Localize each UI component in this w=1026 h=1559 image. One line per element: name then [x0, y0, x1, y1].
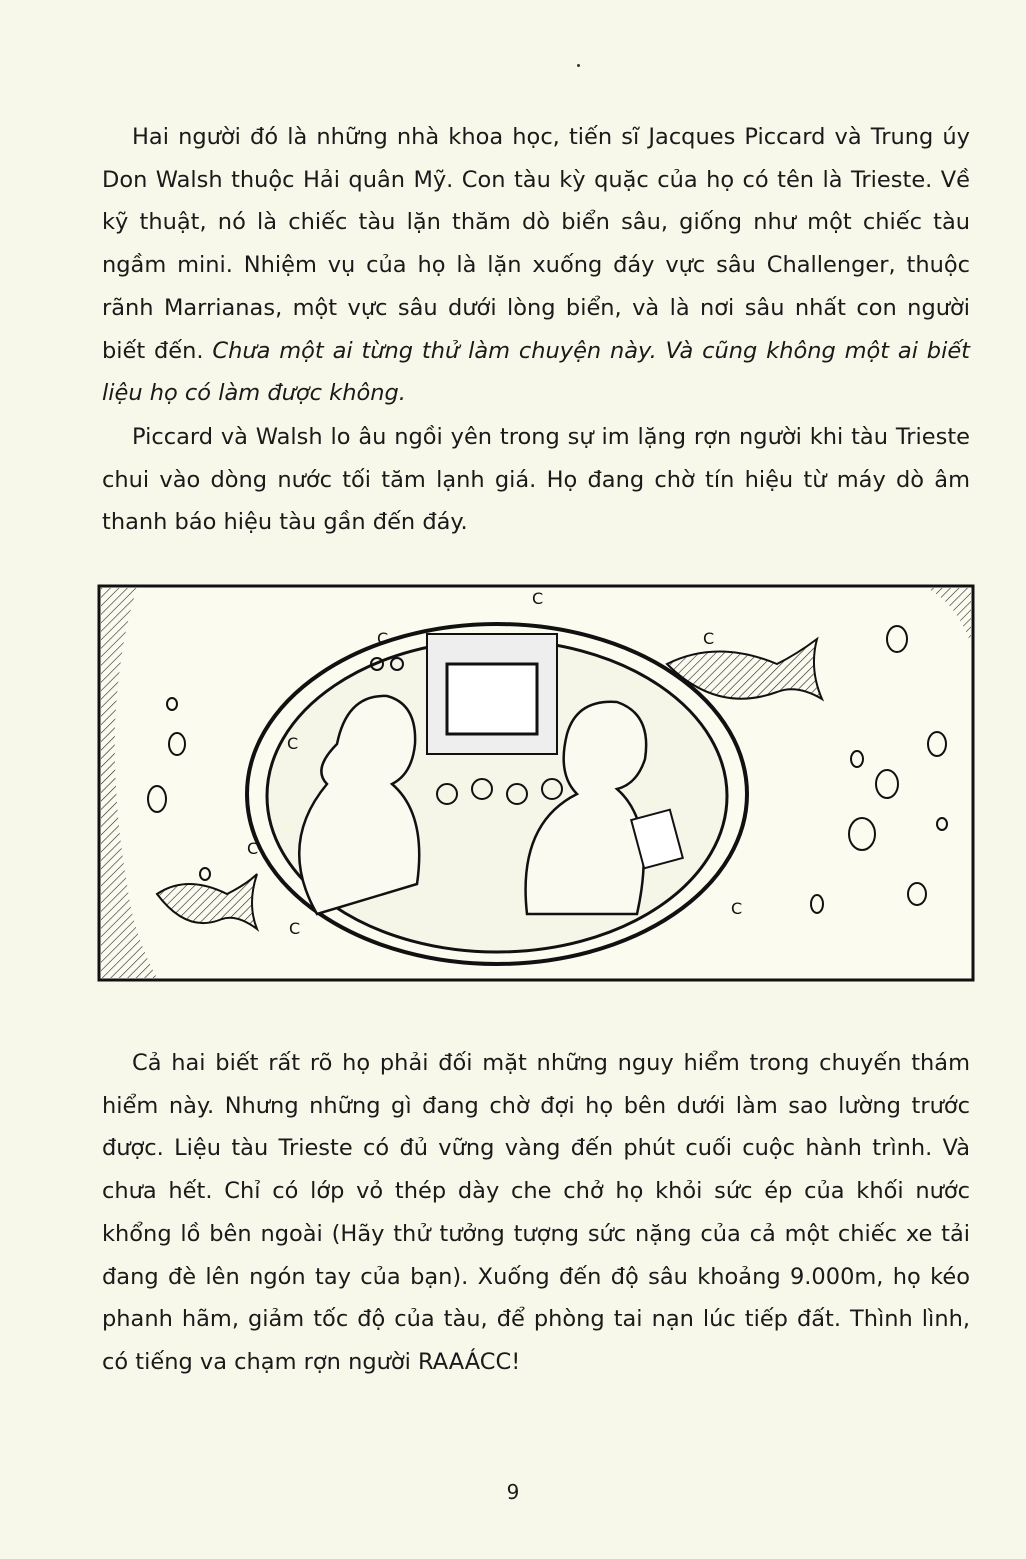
paragraph-1-italic: Chưa một ai từng thử làm chuyện này. Và cũng không một ai biết liệu họ có làm được không.: [102, 337, 970, 407]
svg-text:C: C: [247, 839, 259, 858]
page-number: 9: [506, 1480, 520, 1504]
svg-text:C: C: [287, 734, 299, 753]
paragraph-1: [102, 116, 970, 415]
svg-text:C: C: [377, 629, 389, 648]
svg-text:C: C: [731, 899, 743, 918]
paragraph-3: [102, 1042, 970, 1384]
svg-text:C: C: [532, 589, 544, 608]
paragraph-2-text: Piccard và Walsh lo âu ngồi yên trong sự im lặng rợn người khi tàu Trieste chui vào dòng nước tối tăm lạnh giá. Họ đang chờ tín hiệu từ máy dò âm thanh báo hiệu tàu gần đến đáy.: [102, 424, 970, 536]
svg-text:C: C: [289, 919, 301, 938]
paragraph-1-text: Hai người đó là những nhà khoa học, tiến sĩ Jacques Piccard và Trung úy Don Walsh thuộc Hải quân Mỹ. Con tàu kỳ quặc của họ có tên là Trieste. Về kỹ thuật, nó là chiếc tàu lặn thăm dò biển sâu, giống như một chiếc tàu ngầm mini. Nhiệm vụ của họ là lặn xuống đáy vực sâu Challenger, thuộc rãnh Marrianas, một vực sâu dưới lòng biển, và là nơi sâu nhất con người biết đến.: [102, 124, 970, 364]
paragraph-2: [102, 416, 970, 544]
svg-text:C: C: [703, 629, 715, 648]
submarine-illustration: [97, 584, 975, 982]
speck: [577, 64, 580, 67]
paragraph-3-text: Cả hai biết rất rõ họ phải đối mặt những nguy hiểm trong chuyến thám hiểm này. Nhưng những gì đang chờ đợi họ bên dưới làm sao lường trước được. Liệu tàu Trieste có đủ vững vàng đến phút cuối cuộc hành trình. Và chưa hết. Chỉ có lớp vỏ thép dày che chở họ khỏi sức ép của khối nước khổng lồ bên ngoài (Hãy thử tưởng tượng sức nặng của cả một chiếc xe tải đang đè lên ngón tay của bạn). Xuống đến độ sâu khoảng 9.000m, họ kéo phanh hãm, giảm tốc độ của tàu, để phòng tai nạn lúc tiếp đất. Thình lình, có tiếng va chạm rợn người RAAÁCC!: [102, 1050, 970, 1375]
